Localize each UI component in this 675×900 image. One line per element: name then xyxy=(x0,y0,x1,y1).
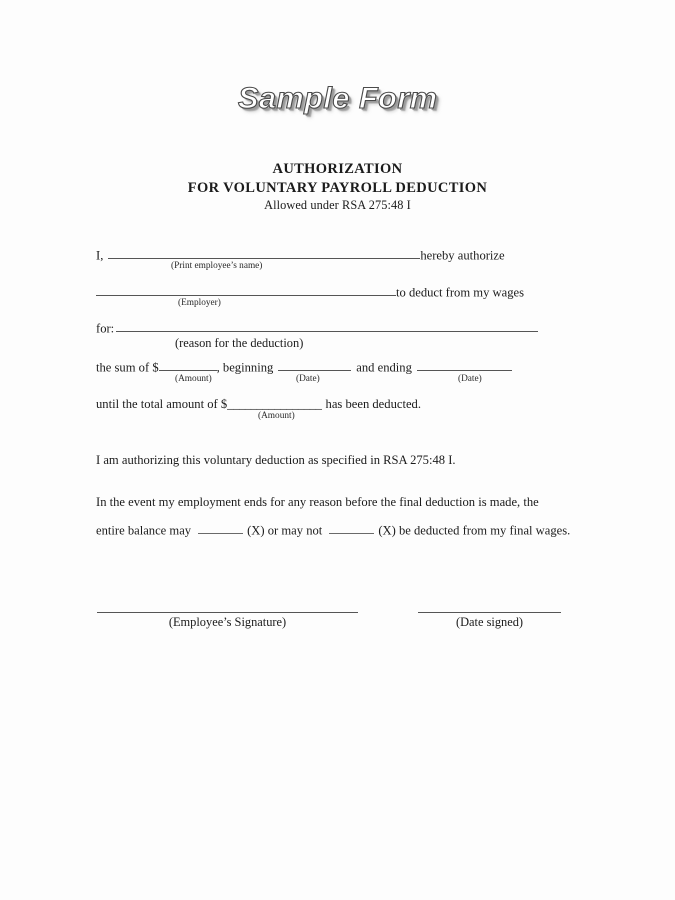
employer-suffix-label: to deduct from my wages xyxy=(396,285,525,300)
sum-amount-caption: (Amount) xyxy=(175,374,212,384)
reason-blank[interactable] xyxy=(116,321,538,332)
reason-prefix-label: for: xyxy=(96,321,115,336)
sum-mid-label: , beginning xyxy=(216,360,274,375)
employee-name-caption: (Print employee’s name) xyxy=(171,261,263,271)
end-date-caption: (Date) xyxy=(458,374,482,384)
end-date-blank[interactable] xyxy=(417,360,512,371)
employer-row xyxy=(96,285,596,300)
date-signed-line[interactable] xyxy=(418,612,561,613)
sum-prefix-label: the sum of $ xyxy=(96,360,159,375)
employee-name-blank[interactable] xyxy=(108,248,420,259)
employer-caption: (Employer) xyxy=(178,298,221,308)
total-suffix-label: has been deducted. xyxy=(325,397,421,411)
sample-form-title-container xyxy=(0,82,675,116)
may-not-deduct-label: (X) or may not xyxy=(247,523,323,538)
may-deduct-blank[interactable] xyxy=(198,523,243,534)
sum-amount-blank[interactable] xyxy=(159,360,217,371)
heading-payroll-deduction: FOR VOLUNTARY PAYROLL DEDUCTION xyxy=(187,179,488,196)
intro-suffix-label: hereby authorize xyxy=(420,248,505,263)
date-signed-label: (Date signed) xyxy=(455,615,524,629)
termination-statement-line1: In the event my employment ends for any reason before the final deduction is made, the xyxy=(96,495,539,509)
begin-date-caption: (Date) xyxy=(296,374,320,384)
may-not-deduct-blank[interactable] xyxy=(329,523,374,534)
termination-statement-line2 xyxy=(96,523,596,538)
intro-prefix-label: I, xyxy=(96,248,104,263)
sample-form-wordart-title: Sample Form xyxy=(237,82,438,115)
termination-prefix-label: entire balance may xyxy=(96,523,192,538)
total-amount-caption: (Amount) xyxy=(258,411,295,421)
total-amount-blank[interactable]: ________________ xyxy=(227,397,322,411)
document-heading-block xyxy=(0,160,675,214)
termination-suffix-label: (X) be deducted from my final wages. xyxy=(378,523,571,538)
total-prefix-label: until the total amount of $ xyxy=(96,397,228,411)
sum-and-label: and ending xyxy=(356,360,412,375)
heading-authorization: AUTHORIZATION xyxy=(272,161,403,177)
employee-signature-label: (Employee’s Signature) xyxy=(168,615,287,629)
total-amount-row xyxy=(96,397,596,412)
heading-rsa-reference: Allowed under RSA 275:48 I xyxy=(264,198,411,213)
reason-caption: (reason for the deduction) xyxy=(175,336,304,350)
sum-row xyxy=(96,360,596,375)
employee-signature-line[interactable] xyxy=(97,612,358,613)
reason-row xyxy=(96,321,596,336)
employer-blank[interactable] xyxy=(96,285,396,296)
authorization-statement: I am authorizing this voluntary deduction as specified in RSA 275:48 I. xyxy=(96,453,456,467)
begin-date-blank[interactable] xyxy=(278,360,351,371)
